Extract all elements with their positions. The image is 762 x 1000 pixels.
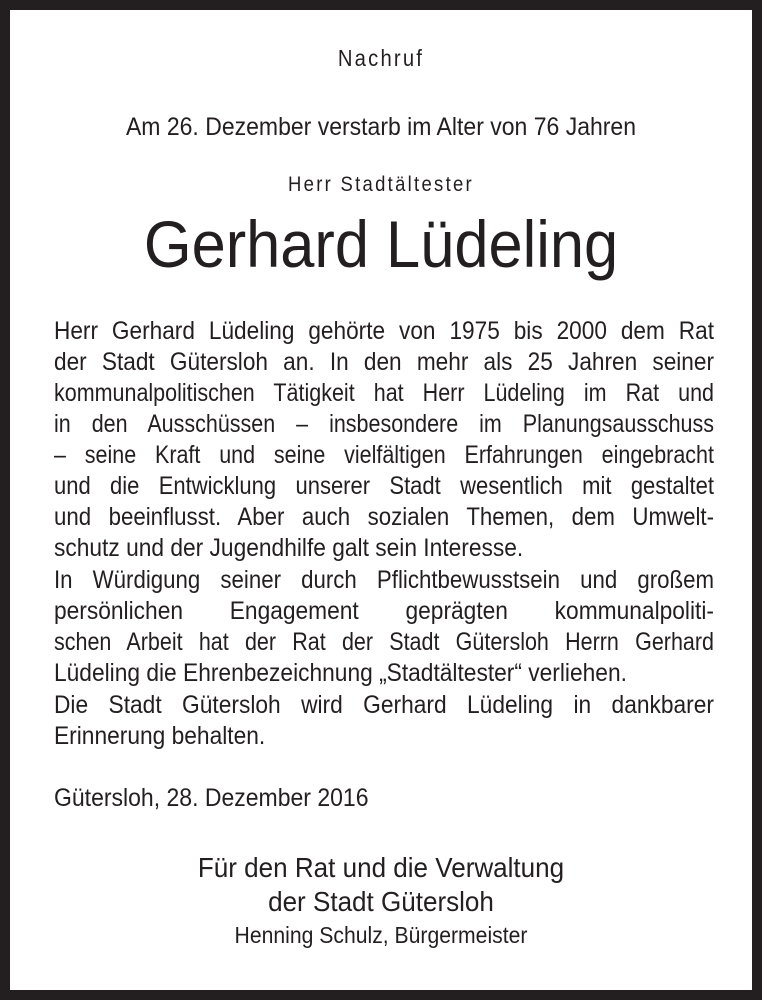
- text-line: der Stadt Gütersloh an. In den mehr als 25 Jahren seiner: [54, 348, 714, 376]
- text-line: Erinnerung behalten.: [54, 722, 266, 750]
- deceased-name: Gerhard Lüdeling: [143, 207, 619, 281]
- text-line: schen Arbeit hat der Rat der Stadt Gütersloh Herrn Gerhard: [54, 628, 714, 656]
- paragraph-honor: [54, 565, 714, 689]
- text-line: Die Stadt Gütersloh wird Gerhard Lüdeling in dankbarer: [54, 691, 714, 719]
- text-line: kommunalpolitischen Tätigkeit hat Herr Lüdeling im Rat und: [54, 379, 714, 407]
- text-line: persönlichen Engagement geprägten kommunalpoliti-: [54, 597, 714, 625]
- text-line: Lüdeling die Ehrenbezeichnung „Stadtältester“ verliehen.: [54, 659, 627, 687]
- text-line: In Würdigung seiner durch Pflichtbewusstsein und großem: [54, 566, 714, 594]
- place-date: Gütersloh, 28. Dezember 2016: [54, 784, 369, 812]
- honorific-title: Herr Stadtältester: [287, 173, 475, 196]
- text-line: und die Entwicklung unserer Stadt wesentlich mit gestaltet: [54, 472, 714, 500]
- notice-heading: Nachruf: [337, 45, 425, 71]
- text-line: Herr Gerhard Lüdeling gehörte von 1975 bis 2000 dem Rat: [54, 317, 714, 345]
- intro-line: Am 26. Dezember verstarb im Alter von 76 Jahren: [125, 113, 637, 141]
- text-line: und beeinflusst. Aber auch sozialen Themen, dem Umwelt-: [54, 503, 714, 531]
- signature-line-1: Für den Rat und die Verwaltung: [197, 852, 565, 883]
- paragraph-career: [54, 316, 714, 564]
- obituary-notice: [10, 10, 752, 990]
- paragraph-remembrance: [54, 690, 714, 752]
- signature-line-2: der Stadt Gütersloh: [268, 886, 494, 917]
- text-line: – seine Kraft und seine vielfältigen Erfahrungen eingebracht: [54, 441, 714, 469]
- text-line: schutz und der Jugendhilfe galt sein Interesse.: [54, 534, 524, 562]
- signatory: Henning Schulz, Bürgermeister: [234, 922, 528, 948]
- text-line: in den Ausschüssen – insbesondere im Planungsausschuss: [54, 410, 714, 438]
